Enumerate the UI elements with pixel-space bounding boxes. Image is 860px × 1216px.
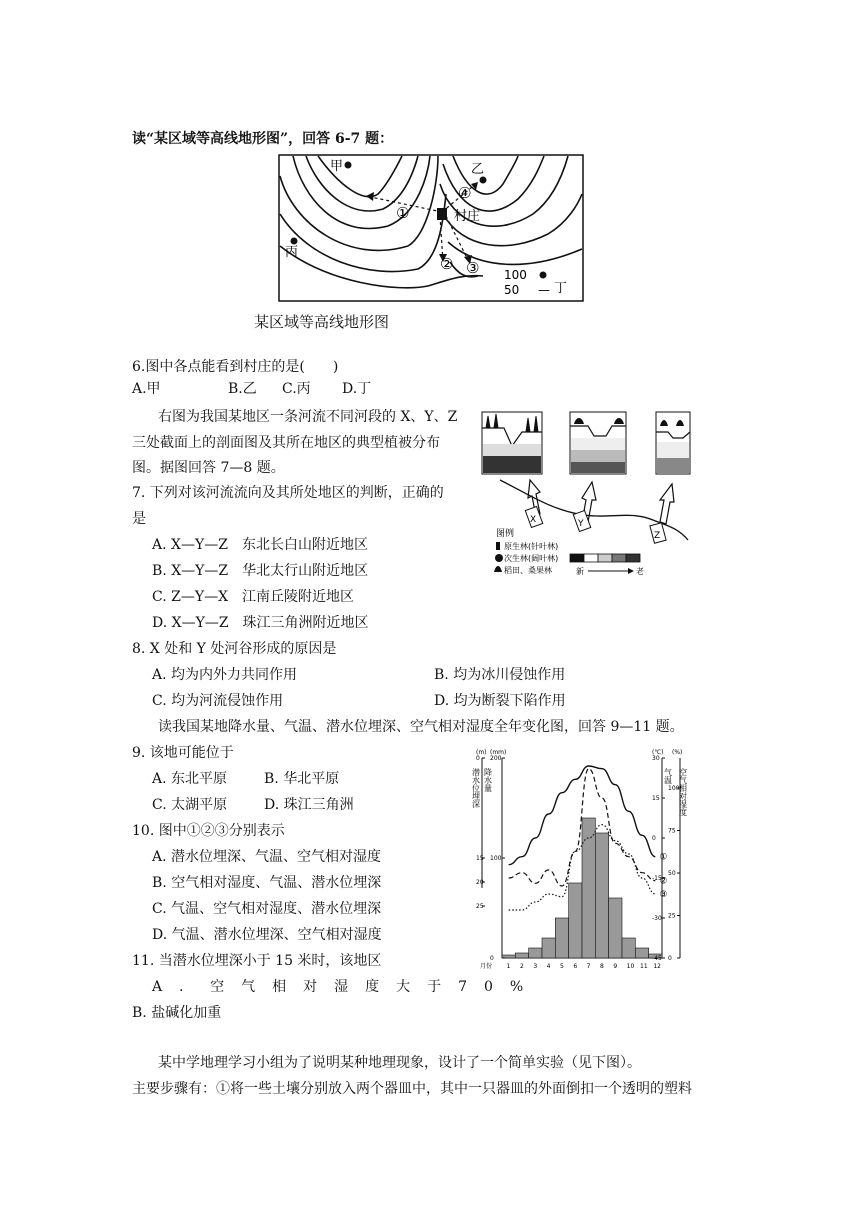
depth-tick: 15 bbox=[476, 855, 484, 862]
month-tick: 7 bbox=[586, 963, 591, 970]
precip-bar bbox=[609, 898, 622, 958]
q6-option-d: D.丁 bbox=[342, 381, 372, 397]
temp-tick: 0 bbox=[652, 835, 656, 842]
q7-option-c: C. Z—Y—X 江南丘陵附近地区 bbox=[152, 589, 355, 605]
label-bing: 丙 bbox=[285, 245, 299, 260]
label-e100: 100 bbox=[504, 268, 527, 282]
contour-map bbox=[278, 154, 584, 302]
precip-label: 降水量 bbox=[483, 768, 493, 792]
precip-bar bbox=[515, 953, 528, 958]
q10-option-b: B. 空气相对湿度、气温、潜水位埋深 bbox=[152, 875, 382, 891]
depth-tick: 20 bbox=[476, 879, 484, 886]
precip-bar bbox=[582, 818, 595, 958]
temp-tick: 30 bbox=[652, 755, 660, 762]
label-village: 村庄 bbox=[454, 209, 481, 224]
month-tick: 12 bbox=[653, 963, 661, 970]
q6-option-c: C.丙 bbox=[282, 381, 311, 397]
intro-6-7: 读“某区域等高线地形图”，回答 6-7 题： bbox=[132, 131, 394, 147]
precip-bar bbox=[542, 938, 555, 958]
marker-x: X bbox=[530, 515, 537, 525]
q10-option-d: D. 气温、潜水位埋深、空气相对湿度 bbox=[152, 927, 382, 943]
legend-item-3: 稻田、桑果林 bbox=[504, 566, 552, 575]
q9-option-c: C. 太湖平原 bbox=[152, 797, 228, 813]
label-c2: ② bbox=[440, 255, 454, 273]
q8-option-b: B. 均为冰川侵蚀作用 bbox=[434, 667, 566, 683]
q7-option-d: D. X—Y—Z 珠江三角洲附近地区 bbox=[152, 615, 369, 631]
series-label-1: ① bbox=[659, 852, 668, 863]
legend-item-1: 原生林(针叶林) bbox=[504, 542, 559, 551]
hum-tick: 50 bbox=[668, 870, 676, 877]
precip-tick: 0 bbox=[490, 955, 494, 962]
intro5: 主要步骤有：①将一些土壤分别放入两个器皿中，其中一只器皿的外面倒扣一个透明的塑料 bbox=[132, 1081, 692, 1097]
q9-stem: 9. 该地可能位于 bbox=[132, 745, 234, 761]
profile-z bbox=[656, 412, 690, 474]
label-yi: 乙 bbox=[471, 162, 485, 177]
label-jia: 甲 bbox=[330, 159, 344, 174]
temp-unit: (℃) bbox=[652, 749, 664, 756]
month-tick: 2 bbox=[520, 963, 524, 970]
q11-stem: 11. 当潜水位埋深小于 15 米时，该地区 bbox=[132, 953, 382, 969]
temp-label: 气温 bbox=[663, 768, 673, 784]
climate-chart bbox=[471, 748, 692, 974]
q9-option-b: B. 华北平原 bbox=[264, 771, 340, 787]
label-c3: ③ bbox=[466, 259, 480, 277]
month-tick: 9 bbox=[613, 963, 618, 970]
month-tick: 3 bbox=[533, 963, 538, 970]
precip-bar bbox=[595, 833, 608, 958]
label-e50: 50 bbox=[504, 283, 520, 297]
profile-y bbox=[570, 412, 626, 474]
precip-tick: 100 bbox=[490, 855, 502, 862]
depth-unit: (m) bbox=[476, 749, 487, 756]
label-c1: ① bbox=[396, 204, 410, 222]
q8-stem: 8. X 处和 Y 处河谷形成的原因是 bbox=[132, 641, 337, 657]
legend-title: 图例 bbox=[496, 529, 515, 539]
precip-tick: 200 bbox=[490, 755, 502, 762]
intro2-line3: 图。据图回答 7—8 题。 bbox=[132, 460, 285, 476]
temp-tick: 15 bbox=[652, 795, 660, 802]
intro2-line1: 右图为我国某地区一条河流不同河段的 X、Y、Z bbox=[158, 409, 458, 425]
svg-text:—: — bbox=[538, 283, 550, 297]
month-tick: 5 bbox=[560, 963, 564, 970]
q7-option-a: A. X—Y—Z 东北长白山附近地区 bbox=[152, 537, 368, 553]
q6-option-b: B.乙 bbox=[228, 381, 257, 397]
series-label-2: ② bbox=[659, 876, 668, 887]
month-tick: 4 bbox=[546, 963, 551, 970]
hum-unit: (%) bbox=[672, 749, 683, 756]
temp-tick: -45 bbox=[652, 955, 662, 962]
village-square bbox=[437, 208, 447, 220]
hum-tick: 0 bbox=[668, 955, 672, 962]
precip-bar bbox=[622, 938, 635, 958]
depth-tick: 0 bbox=[476, 755, 480, 762]
hum-tick: 75 bbox=[668, 827, 676, 835]
scale-new: 新 bbox=[576, 567, 584, 576]
q6-option-a: A.甲 bbox=[132, 381, 161, 397]
river-profile-figure bbox=[478, 404, 692, 576]
hum-tick: 100 bbox=[668, 785, 680, 792]
q6-stem: 6.图中各点能看到村庄的是( ) bbox=[132, 359, 339, 375]
q11-option-b: B. 盐碱化加重 bbox=[132, 1005, 222, 1021]
month-tick: 8 bbox=[600, 963, 604, 970]
marker-z: Z bbox=[654, 531, 661, 541]
q8-option-a: A. 均为内外力共同作用 bbox=[152, 667, 298, 683]
hum-tick: 25 bbox=[668, 912, 676, 920]
temp-tick: -15 bbox=[652, 875, 662, 882]
q9-option-d: D. 珠江三角洲 bbox=[264, 797, 354, 813]
label-ding: 丁 bbox=[554, 281, 568, 296]
label-c4: ④ bbox=[458, 184, 472, 202]
month-tick: 1 bbox=[506, 963, 511, 970]
x-axis-label: 月份 bbox=[480, 963, 493, 970]
q7-option-b: B. X—Y—Z 华北太行山附近地区 bbox=[152, 563, 369, 579]
precip-bar bbox=[555, 918, 568, 958]
depth-label: 潜水位埋深 bbox=[471, 768, 481, 808]
q8-option-c: C. 均为河流侵蚀作用 bbox=[152, 693, 284, 709]
legend-item-2: 次生林(阔叶林) bbox=[504, 554, 559, 563]
series-label-3: ③ bbox=[659, 890, 668, 900]
hum-label: 空气相对湿度 bbox=[678, 768, 688, 816]
depth-tick: 25 bbox=[476, 903, 484, 910]
map-caption: 某区域等高线地形图 bbox=[254, 313, 390, 331]
month-tick: 10 bbox=[626, 963, 635, 970]
q10-stem: 10. 图中①②③分别表示 bbox=[132, 823, 285, 839]
intro2-line2: 三处截面上的剖面图及其所在地区的典型植被分布 bbox=[132, 435, 440, 451]
marker-y: Y bbox=[578, 519, 584, 529]
month-tick: 11 bbox=[640, 963, 648, 970]
scale-old: 老 bbox=[636, 567, 644, 576]
q7-stem-line1: 7. 下列对该河流流向及其所处地区的判断，正确的 bbox=[132, 485, 444, 501]
q11-option-a: A．空气相对湿度大于70% bbox=[152, 979, 541, 995]
temp-tick: -30 bbox=[652, 915, 662, 922]
intro4: 某中学地理学习小组为了说明某种地理现象，设计了一个简单实验（见下图）。 bbox=[158, 1055, 641, 1071]
precip-bar bbox=[635, 948, 648, 958]
precip-bar bbox=[529, 948, 542, 958]
profile-x bbox=[482, 412, 542, 474]
month-tick: 6 bbox=[573, 963, 578, 970]
q10-option-a: A. 潜水位埋深、气温、空气相对湿度 bbox=[152, 849, 382, 865]
q9-option-a: A. 东北平原 bbox=[152, 771, 228, 787]
q8-option-d: D. 均为断裂下陷作用 bbox=[434, 693, 566, 709]
intro-9-11: 读我国某地降水量、气温、潜水位埋深、空气相对湿度全年变化图，回答 9—11 题。 bbox=[158, 719, 684, 735]
precip-bar bbox=[569, 883, 582, 958]
q7-stem-line2: 是 bbox=[132, 511, 146, 527]
precip-unit: (mm) bbox=[490, 749, 507, 756]
q10-option-c: C. 气温、空气相对湿度、潜水位埋深 bbox=[152, 901, 382, 917]
